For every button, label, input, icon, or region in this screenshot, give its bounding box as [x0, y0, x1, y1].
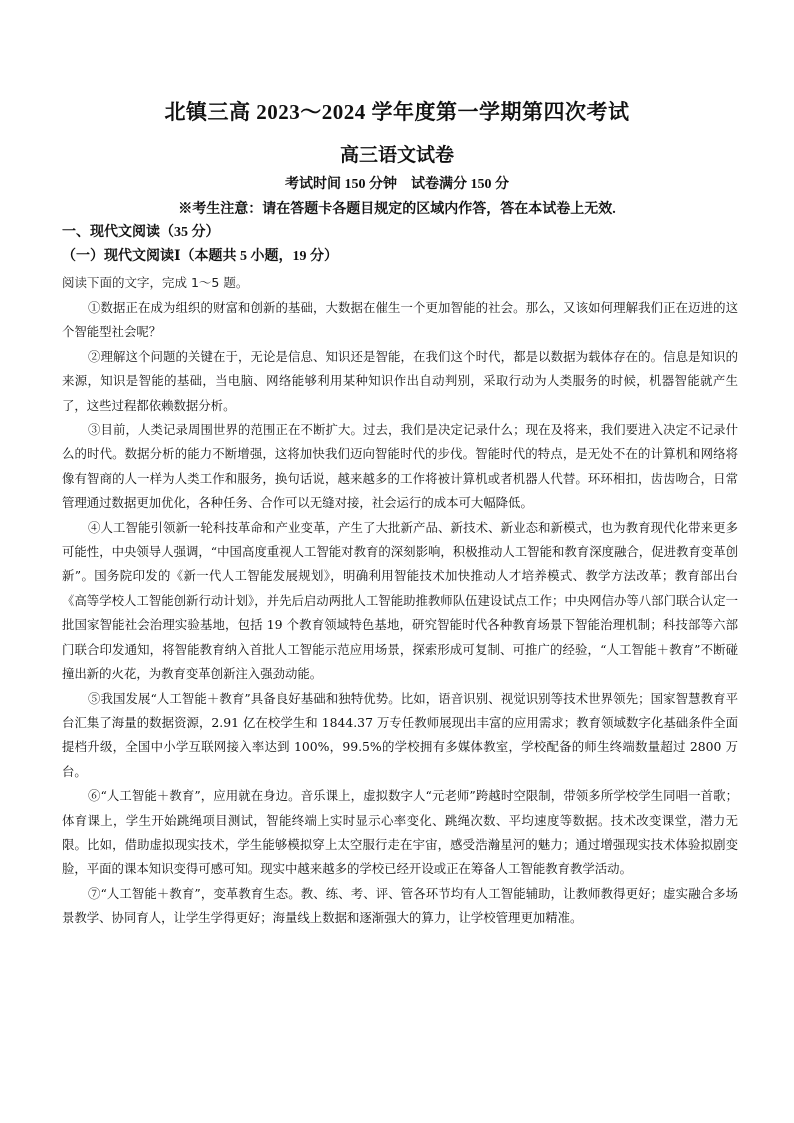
exam-title: 北镇三高 2023～2024 学年度第一学期第四次考试 — [164, 100, 630, 124]
paragraph-1: ①数据正在成为组织的财富和创新的基础，大数据在催生一个更加智能的社会。那么，又该如何理解我们正在迈进的这个智能型社会呢？ — [62, 300, 738, 340]
paragraph-4: ④人工智能引领新一轮科技革命和产业变革，产生了大批新产品、新技术、新业态和新模式，也为教育现代化带来更多可能性，中央领导人强调，“中国高度重视人工智能对教育的深刻影响，积极推动人工智能和教育深度融合，促进教育变革创新”。国务院印发的《新一代人工智能发展规划》，明确利用智能技术加快推动人才培养模式、教学方法改革；教育部出台《高等学校人工智能创新行动计划》，并先后启动两批人工智能助推教师队伍建设试点工作；中央网信办等八部门联合认定一批国家智能社会治理实验基地，包括 19 个教育领域特色基地，研究智能时代各种教育场景下智能治理机制；科技部等六部门联合印发通知，将智能教育纳入首批人工智能示范应用场景，探索形成可复制、可推广的经验，“人工智能＋教育”不断碰撞出新的火花，为教育变革创新注入强劲动能。 — [62, 519, 738, 682]
exam-notice: ※考生注意：请在答题卡各题目规定的区域内作答，答在本试卷上无效. — [178, 202, 616, 217]
section-heading: 一、现代文阅读（35 分） — [62, 225, 220, 240]
paragraph-6: ⑥“人工智能＋教育”，应用就在身边。音乐课上，虚拟数字人“元老师”跨越时空限制，带领多所学校学生同唱一首歌；体育课上，学生开始跳绳项目测试，智能终端上实时显示心率变化、跳绳次数、平均速度等数据。技术改变课堂，潜力无限。比如，借助虚拟现实技术，学生能够模拟穿上太空服行走在宇宙，感受浩瀚星河的魅力；通过增强现实技术体验拟剧变脸，平面的课本知识变得可感可知。现实中越来越多的学校已经开设或正在筹备人工智能教育教学活动。 — [62, 788, 738, 877]
paragraph-2: ②理解这个问题的关键在于，无论是信息、知识还是智能，在我们这个时代，都是以数据为载体存在的。信息是知识的来源，知识是智能的基础，当电脑、网络能够利用某种知识作出自动判别，采取行动为人类服务的时候，机器智能就产生了，这些过程都依赖数据分析。 — [62, 348, 738, 413]
reading-passage — [62, 296, 738, 931]
paragraph-7: ⑦“人工智能＋教育”，变革教育生态。教、练、考、评、管各环节均有人工智能辅助，让教师教得更好；虚实融合多场景教学、协同育人，让学生学得更好；海量线上数据和逐渐强大的算力，让学校管理更加精准。 — [62, 885, 738, 926]
section-subheading: （一）现代文阅读Ⅰ（本题共 5 小题，19 分） — [62, 249, 339, 264]
exam-time-and-score: 考试时间 150 分钟 试卷满分 150 分 — [285, 177, 509, 192]
exam-subtitle: 高三语文试卷 — [339, 145, 454, 166]
paragraph-3: ③目前，人类记录周围世界的范围正在不断扩大。过去，我们是决定记录什么；现在及将来，我们要进入决定不记录什么的时代。数据分析的能力不断增强，这将加快我们迈向智能时代的步伐。智能时代的特点，是无处不在的计算机和网络将像有智商的人一样为人类工作和服务，换句话说，越来越多的工作将被计算机或者机器人代替。环环相扣，齿齿吻合，日常管理通过数据更加优化，各种任务、合作可以无缝对接，社会运行的成本可大幅降低。 — [62, 422, 738, 511]
reading-instruction: 阅读下面的文字，完成 1～5 题。 — [62, 275, 249, 290]
paragraph-5: ⑤我国发展“人工智能＋教育”具备良好基础和独特优势。比如，语音识别、视觉识别等技术世界领先；国家智慧教育平台汇集了海量的数据资源，2.91 亿在校学生和 1844.37 万专任教师展现出丰富的应用需求；教育领域数字化基础条件全面提档升级，全国中小学互联网接入率达到 100%，99.5%的学校拥有多媒体教室，学校配备的师生终端数量超过 2800 万台。 — [62, 690, 738, 779]
